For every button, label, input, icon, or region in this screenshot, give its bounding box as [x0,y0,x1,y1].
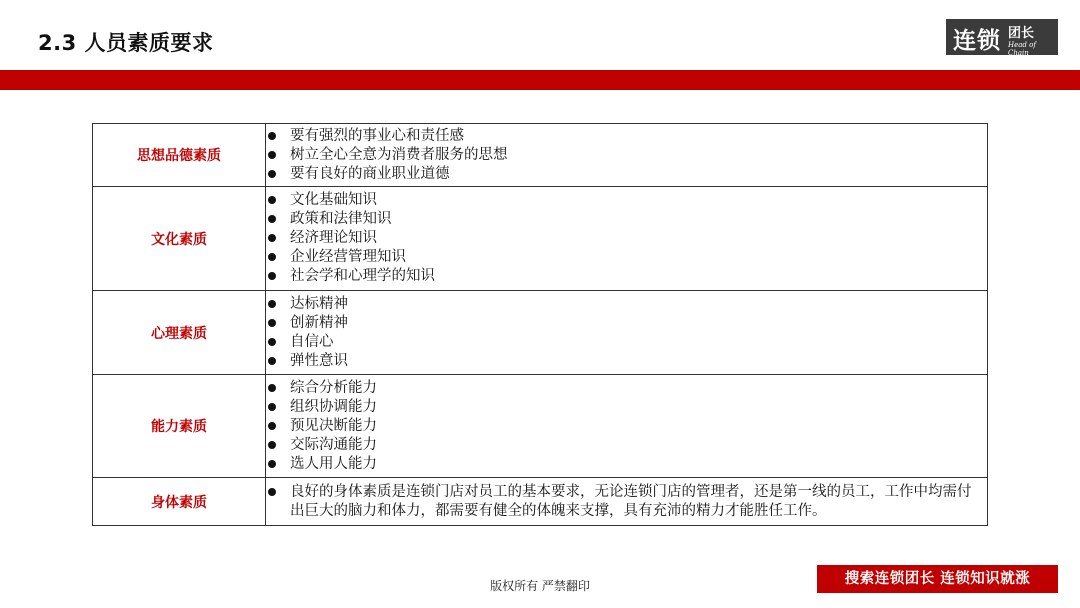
bullet-list [266,191,987,286]
list-item: 弹性意识 [266,352,987,371]
list-item: 组织协调能力 [266,398,987,417]
logo-sub-text: 团长 [1008,26,1035,41]
list-item: 达标精神 [266,295,987,314]
category-cell: 心理素质 [93,291,266,375]
list-item: 交际沟通能力 [266,436,987,455]
bullet-list [266,295,987,371]
items-cell [266,124,988,187]
list-item: 要有强烈的事业心和责任感 [266,127,987,146]
list-item: 综合分析能力 [266,379,987,398]
requirements-table [92,123,988,526]
items-cell [266,187,988,291]
logo-english-text: Head of Chain [1008,41,1036,57]
category-cell: 文化素质 [93,187,266,291]
logo-main-text: 连锁 [953,28,1001,54]
footer-banner: 搜索连锁团长 连锁知识就涨 [817,565,1058,593]
list-item: 企业经营管理知识 [266,248,987,267]
page-title: 2.3 人员素质要求 [38,31,214,55]
brand-logo [946,19,1058,55]
table-row [93,375,988,478]
list-item: 良好的身体素质是连锁门店对员工的基本要求，无论连锁门店的管理者，还是第一线的员工，工作中均需付出巨大的脑力和体力，都需要有健全的体魄来支撑，具有充沛的精力才能胜任工作。 [266,483,987,521]
bullet-list [266,127,987,184]
list-item: 政策和法律知识 [266,210,987,229]
category-cell: 身体素质 [93,478,266,526]
category-cell: 能力素质 [93,375,266,478]
copyright-text: 版权所有 严禁翻印 [490,579,590,593]
list-item: 自信心 [266,333,987,352]
items-cell [266,291,988,375]
table-row [93,478,988,526]
table-row [93,187,988,291]
list-item: 社会学和心理学的知识 [266,267,987,286]
items-cell [266,478,988,526]
list-item: 经济理论知识 [266,229,987,248]
bullet-list [266,379,987,474]
header-red-band [0,70,1080,90]
table-row [93,124,988,187]
bullet-list [266,483,987,521]
list-item: 文化基础知识 [266,191,987,210]
category-cell: 思想品德素质 [93,124,266,187]
list-item: 树立全心全意为消费者服务的思想 [266,146,987,165]
items-cell [266,375,988,478]
list-item: 预见决断能力 [266,417,987,436]
list-item: 创新精神 [266,314,987,333]
list-item: 选人用人能力 [266,455,987,474]
list-item: 要有良好的商业职业道德 [266,165,987,184]
table-row [93,291,988,375]
